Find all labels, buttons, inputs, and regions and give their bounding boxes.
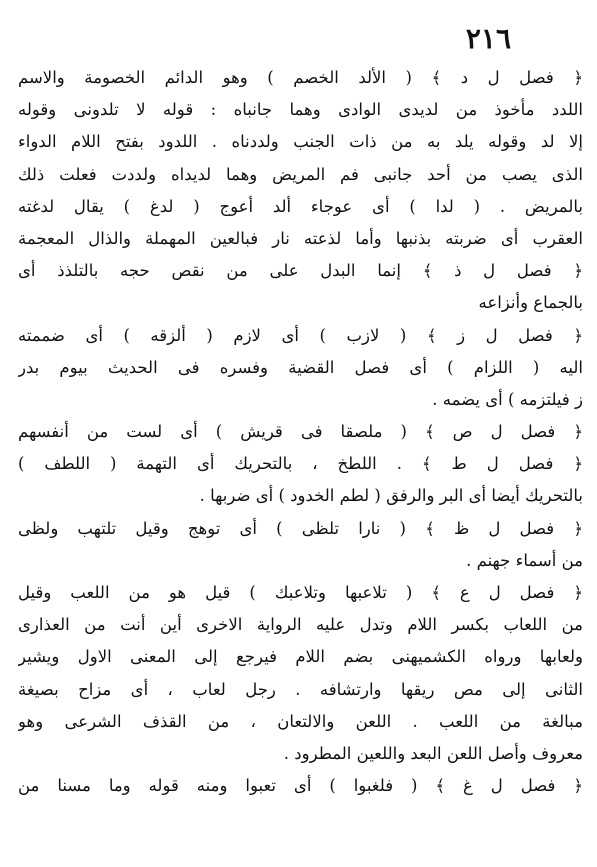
text-line: بالجماع وأنزاعه	[478, 293, 583, 313]
text-line: ﴿ فصل ل ط ﴾ . اللطخ ، بالتحريك أى التهمة ( اللطف )	[18, 454, 583, 474]
text-line: من اللعاب بكسر اللام وتدل عليه الرواية الاخرى أين أنت من العذارى	[18, 615, 583, 635]
text-line: ﴿ فصل ل غ ﴾ ( فلغبوا ) أى تعبوا ومنه قوله وما مسنا من	[18, 776, 583, 796]
body-text	[18, 62, 583, 802]
text-line: الذى يصب من أحد جانبى فم المريض وهما لديداه ولددت فعلت ذلك	[18, 164, 583, 184]
text-line: ﴿ فصل ل ع ﴾ ( تلاعبها وتلاعبك ) قيل هو من اللعب وقيل	[18, 583, 583, 602]
text-line: من أسماء جهنم .	[466, 550, 583, 570]
text-line: مبالغة من اللعب . اللعن والالتعان ، من القذف الشرعى وهو	[18, 711, 583, 731]
page-number: ٢١٦	[465, 22, 511, 55]
text-line: معروف وأصل اللعن البعد واللعين المطرود .	[283, 743, 583, 763]
text-line: اليه ( اللزام ) أى فصل القضية وفسره فى الحديث بيوم بدر	[18, 357, 583, 377]
text-line: الثانى إلى مص ريقها وارتشافه . رجل لعاب ، أى مزاح بصيغة	[18, 679, 583, 699]
text-line: إلا لد وقوله يلد به من ذات الجنب ولددناه . اللدود بفتح اللام الدواء	[18, 132, 583, 152]
text-line: العقرب أى ضربته بذنبها وأما لذعته نار فبالعين المهملة والذال المعجمة	[18, 228, 583, 248]
text-line: ولعابها ورواه الكشميهنى بضم اللام فيرجع إلى المعنى الاول ويشير	[18, 647, 583, 667]
text-line: ﴿ فصل ل د ﴾ ( الألد الخصم ) وهو الدائم الخصومة والاسم	[18, 68, 583, 87]
text-line: ﴿ فصل ل ز ﴾ ( لازب ) أى لازم ( ألزقه ) أى ضممته	[18, 325, 583, 345]
text-line: ﴿ فصل ل ظ ﴾ ( نارا تلظى ) أى توهج وقيل تلتهب ولظى	[18, 518, 583, 538]
text-line: ز فيلتزمه ) أى يضمه .	[432, 389, 583, 409]
text-line: بالتحريك أيضا أى البر والرفق ( لطم الخدود ) أى ضربها .	[199, 486, 583, 506]
text-line: ﴿ فصل ل ص ﴾ ( ملصقا فى قريش ) أى لست من أنفسهم	[18, 422, 583, 442]
text-line: ﴿ فصل ل ذ ﴾ إنما البدل على من نقص حجه بالتلذذ أى	[18, 261, 583, 281]
text-line: بالمريض . ( لدا ) أى عوجاء ألد أعوج ( لدغ ) يقال لدغته	[18, 196, 583, 216]
text-line: اللدد مأخوذ من لديدى الوادى وهما جانباه : قوله لا تلدونى وقوله	[18, 100, 583, 120]
